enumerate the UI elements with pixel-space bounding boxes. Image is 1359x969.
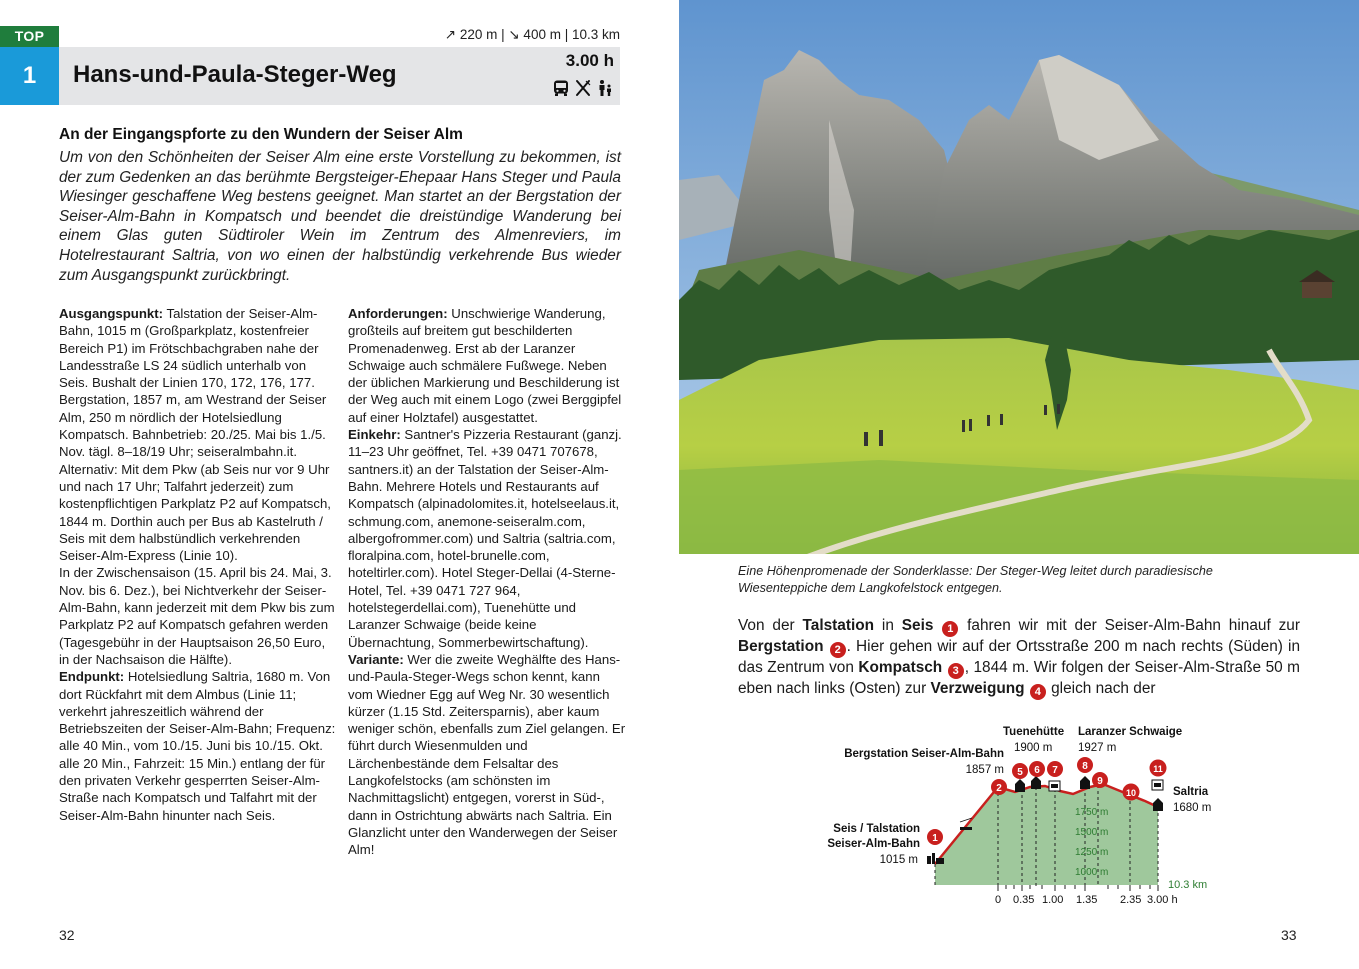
svg-text:6: 6 [1034, 765, 1040, 776]
waypoint-marker-7 [1047, 761, 1063, 777]
endpunkt-paragraph [59, 668, 337, 824]
bergstation-elevation: 1857 m [965, 764, 1004, 776]
tuene-name: Tuenehütte [1003, 726, 1065, 738]
y-tick-1750: 1750 m [1075, 807, 1109, 818]
variante-text: Wer die zweite Weghälfte des Hans-und-Paula-Steger-Wegs schon kennt, kann vom Wiedner Egg auf Weg Nr. 30 wesentlich kürzer (1.15 Std. Zeitersparnis), aber kaum weniger schön, ebenfalls zum Ziel gelangen. Er führt durch Wiesenmulden und Lärchenbestände dem Felsaltar des Langkofelstocks (am schönsten im Nachmittagslicht) entgegen, vorerst in Süd-, dann in Ostrichtung abwärts nach Saltria. Ein Glanzlicht unter den Wanderwegen der Seiser Alm! [348, 651, 626, 858]
route-duration: 3.00 h [565, 51, 614, 70]
y-tick-1500: 1500 m [1075, 827, 1109, 838]
end-name: Saltria [1173, 786, 1209, 798]
svg-text:9: 9 [1097, 776, 1103, 787]
svg-text:8: 8 [1082, 761, 1088, 772]
desc-bold-seis: Seis [901, 617, 934, 634]
tuene-elevation: 1900 m [1014, 742, 1053, 754]
elevation-profile [810, 715, 1230, 915]
einkehr-paragraph [348, 426, 626, 651]
laranzer-elevation: 1927 m [1078, 742, 1117, 754]
top-badge: TOP [0, 26, 59, 47]
y-tick-1250: 1250 m [1075, 847, 1109, 858]
anforderungen-paragraph [348, 305, 626, 426]
page-number-right: 33 [1281, 927, 1297, 943]
restaurant-icon [574, 79, 592, 97]
svg-text:1: 1 [932, 833, 938, 844]
bergstation-name: Bergstation Seiser-Alm-Bahn [844, 748, 1004, 760]
endpunkt-text: Hotelsiedlung Saltria, 1680 m. Von dort Rückfahrt mit dem Almbus (Linie 11; verkehrt jahreszeitlich während der Betriebszeiten der Seiser-Alm-Bahn; Frequenz: alle 40 Min., vom 10./15. Juni bis 10./15. Okt. alle 20 Min., Fahrzeit: 15 Min.) entlang der für den privaten Verkehr gesperrten Seiser-Alm-Straße nach Kompatsch und Talfahrt mit der Seiser-Alm-Bahn hinunter nach Seis. [59, 669, 336, 823]
total-distance: 10.3 km [1168, 879, 1208, 891]
x-tick-100: 1.00 [1042, 894, 1064, 906]
route-number-badge: 1 [0, 47, 59, 105]
endpunkt-label: Endpunkt: [59, 669, 125, 685]
desc-text: in [874, 617, 902, 634]
info-column-left [59, 305, 337, 824]
anforderungen-label: Anforderungen: [348, 306, 448, 321]
waypoint-marker-4: 4 [1030, 684, 1046, 700]
svg-text:2: 2 [996, 783, 1002, 794]
svg-text:5: 5 [1017, 767, 1023, 778]
alternativ-paragraph: Alternativ: Mit dem Pkw (ab Seis nur vor 9 Uhr und nach 17 Uhr; Talfahrt jederzeit) zum kostenpflichtigen Parkplatz P2 auf Kompatsch, 1844 m. Dorthin auch per Bus ab Kastelruth / Seis mit dem halbstündlich verkehrenden Seiser-Alm-Express (Linie 10). [59, 461, 331, 564]
svg-text:11: 11 [1153, 764, 1163, 774]
hut-icon-6 [1031, 776, 1041, 789]
svg-text:10: 10 [1125, 788, 1137, 798]
title-bar [59, 47, 620, 105]
page-number-left: 32 [59, 927, 75, 943]
x-tick-0: 0 [995, 894, 1002, 906]
ausgangspunkt-paragraph [59, 305, 337, 461]
waypoint-marker-1: 1 [942, 621, 958, 637]
variante-paragraph [348, 651, 626, 859]
zwischensaison-paragraph: In der Zwischensaison (15. April bis 24. Mai, 3. Nov. bis 6. Dez.), bei Nichtverkehr der Seiser-Alm-Bahn, kann jederzeit mit dem Pkw bis zum Parkplatz P2 auf Kompatsch gefahren werden (Tagesgebühr in der Hauptsaison 26,50 Euro, in der Nachsaison die Hälfte). [59, 565, 335, 667]
bus-stop-icon-7 [1049, 781, 1060, 791]
x-tick-235: 2.35 [1120, 894, 1142, 906]
waypoint-marker-11 [1150, 760, 1167, 777]
start-elevation: 1015 m [879, 854, 918, 866]
route-description [738, 616, 1300, 700]
waypoint-marker-9 [1092, 772, 1108, 788]
photo-caption: Eine Höhenpromenade der Sonderklasse: Der Steger-Weg leitet durch paradiesische Wiesenteppiche dem Langkofelstock entgegen. [738, 564, 1213, 595]
ausgangspunkt-text: Talstation der Seiser-Alm-Bahn, 1015 m (Großparkplatz, kostenfreier Bereich P1) im Frötschbachgraben nahe der Landesstraße LS 24 südlich unterhalb von Seis. Bushalt der Linien 170, 172, 176, 177. Bergstation, 1857 m, am Westrand der Seiser Alm, 250 m nördlich der Hotelsiedlung Kompatsch. Bahnbetrieb: 20./25. Mai bis 1./5. Nov. tägl. 8–18/19 Uhr; seiseralmbahn.it. [59, 306, 327, 460]
laranzer-name: Laranzer Schwaige [1078, 726, 1183, 738]
family-icon [596, 79, 614, 97]
waypoint-marker-6 [1029, 761, 1045, 777]
anforderungen-text: Unschwierige Wanderung, großteils auf breitem gut beschilderten Promenadenweg. Erst ab der Laranzer Schwaige auch schmälere Fußwege. Neben der üblichen Markierung und Beschilderung ist der Weg auch mit einem Logo (zwei Berggipfel auf einer Holztafel) ausgestattet. [348, 306, 622, 425]
desc-bold-talstation: Talstation [802, 617, 875, 634]
waypoint-marker-2 [991, 779, 1007, 795]
variante-label: Variante: [348, 651, 404, 667]
route-title: Hans-und-Paula-Steger-Weg [73, 61, 397, 88]
y-tick-1000: 1000 m [1075, 867, 1109, 878]
end-elevation: 1680 m [1173, 802, 1212, 814]
desc-text: , 1844 m. Wir folgen der Seiser-Alm-Straße 50 m eben nach links (Osten) zur [738, 659, 1301, 697]
start-name-1: Seis / Talstation [833, 823, 920, 835]
x-tick-300: 3.00 h [1147, 894, 1178, 906]
hut-icon-end [1153, 798, 1163, 811]
desc-bold-kompatsch: Kompatsch [858, 659, 943, 676]
landscape-photo [679, 0, 1359, 554]
desc-text: Von der [738, 617, 803, 634]
desc-bold-bergstation: Bergstation [738, 638, 824, 655]
waypoint-marker-5 [1012, 763, 1028, 779]
desc-bold-verzweigung: Verzweigung [930, 680, 1025, 697]
waypoint-marker-1 [927, 829, 943, 845]
waypoint-marker-10 [1123, 784, 1140, 801]
x-tick-135: 1.35 [1076, 894, 1098, 906]
desc-text: gleich nach der [1046, 680, 1156, 697]
waypoint-marker-3: 3 [948, 663, 964, 679]
einkehr-label: Einkehr: [348, 427, 401, 443]
hut-icon-8 [1080, 776, 1090, 789]
desc-text: . Hier gehen wir auf der Ortsstraße 200 m nach rechts (Süden) in das Zentrum von [738, 638, 1301, 676]
desc-text: fahren wir mit der Seiser-Alm-Bahn hinauf zur [959, 617, 1300, 634]
bus-stop-icon-11 [1152, 780, 1163, 790]
waypoint-marker-8 [1077, 757, 1093, 773]
x-tick-035: 0.35 [1013, 894, 1035, 906]
bus-icon [552, 79, 570, 97]
start-name-2: Seiser-Alm-Bahn [827, 838, 920, 850]
route-icons [552, 79, 614, 97]
einkehr-text: Santner's Pizzeria Restaurant (ganzj. 11–23 Uhr geöffnet, Tel. +39 0471 707678, santners.it) an der Talstation der Seiser-Alm-Bahn. Mehrere Hotels und Restaurants auf Kompatsch (alpinadolomites.it, hotelseelaus.it, schmung.com, anemone-seiseralm.com, albergofrommer.com) und Saltria (saltria.com, floralpina.com, hotel-brunelle.com, hoteltirler.com). Hotel Steger-Dellai (4-Sterne-Hotel, Tel. +39 0471 727 964, hotelstegerdellai.com), Tuenehütte und Laranzer Schwaige (beide keine Übernachtung, Sommerbewirtschaftung). [348, 427, 622, 650]
hut-icon-5 [1015, 779, 1025, 792]
route-stats: ↗ 220 m | ↘ 400 m | 10.3 km [444, 27, 620, 42]
info-column-right [348, 305, 626, 859]
route-intro: Um von den Schönheiten der Seiser Alm eine erste Vorstellung zu bekommen, ist der zum Gedenken an das berühmte Bergsteiger-Ehepaar Hans Steger und Paula Wiesinger geschaffene Weg bestens geeignet. Man startet an der Bergstation der Seiser-Alm-Bahn in Kompatsch und beendet die dreistündige Wanderung bei einem Glas guten Südtiroler Wein im Zentrum des Almenreviers, im Hotelrestaurant Saltria, von wo einen der halbstündig verkehrende Bus wieder zum Ausgangspunkt zurückbringt. [59, 149, 621, 284]
ausgangspunkt-label: Ausgangspunkt: [59, 306, 164, 321]
route-subtitle: An der Eingangspforte zu den Wundern der Seiser Alm [59, 126, 463, 143]
waypoint-marker-2: 2 [830, 642, 846, 658]
svg-text:7: 7 [1052, 765, 1058, 776]
